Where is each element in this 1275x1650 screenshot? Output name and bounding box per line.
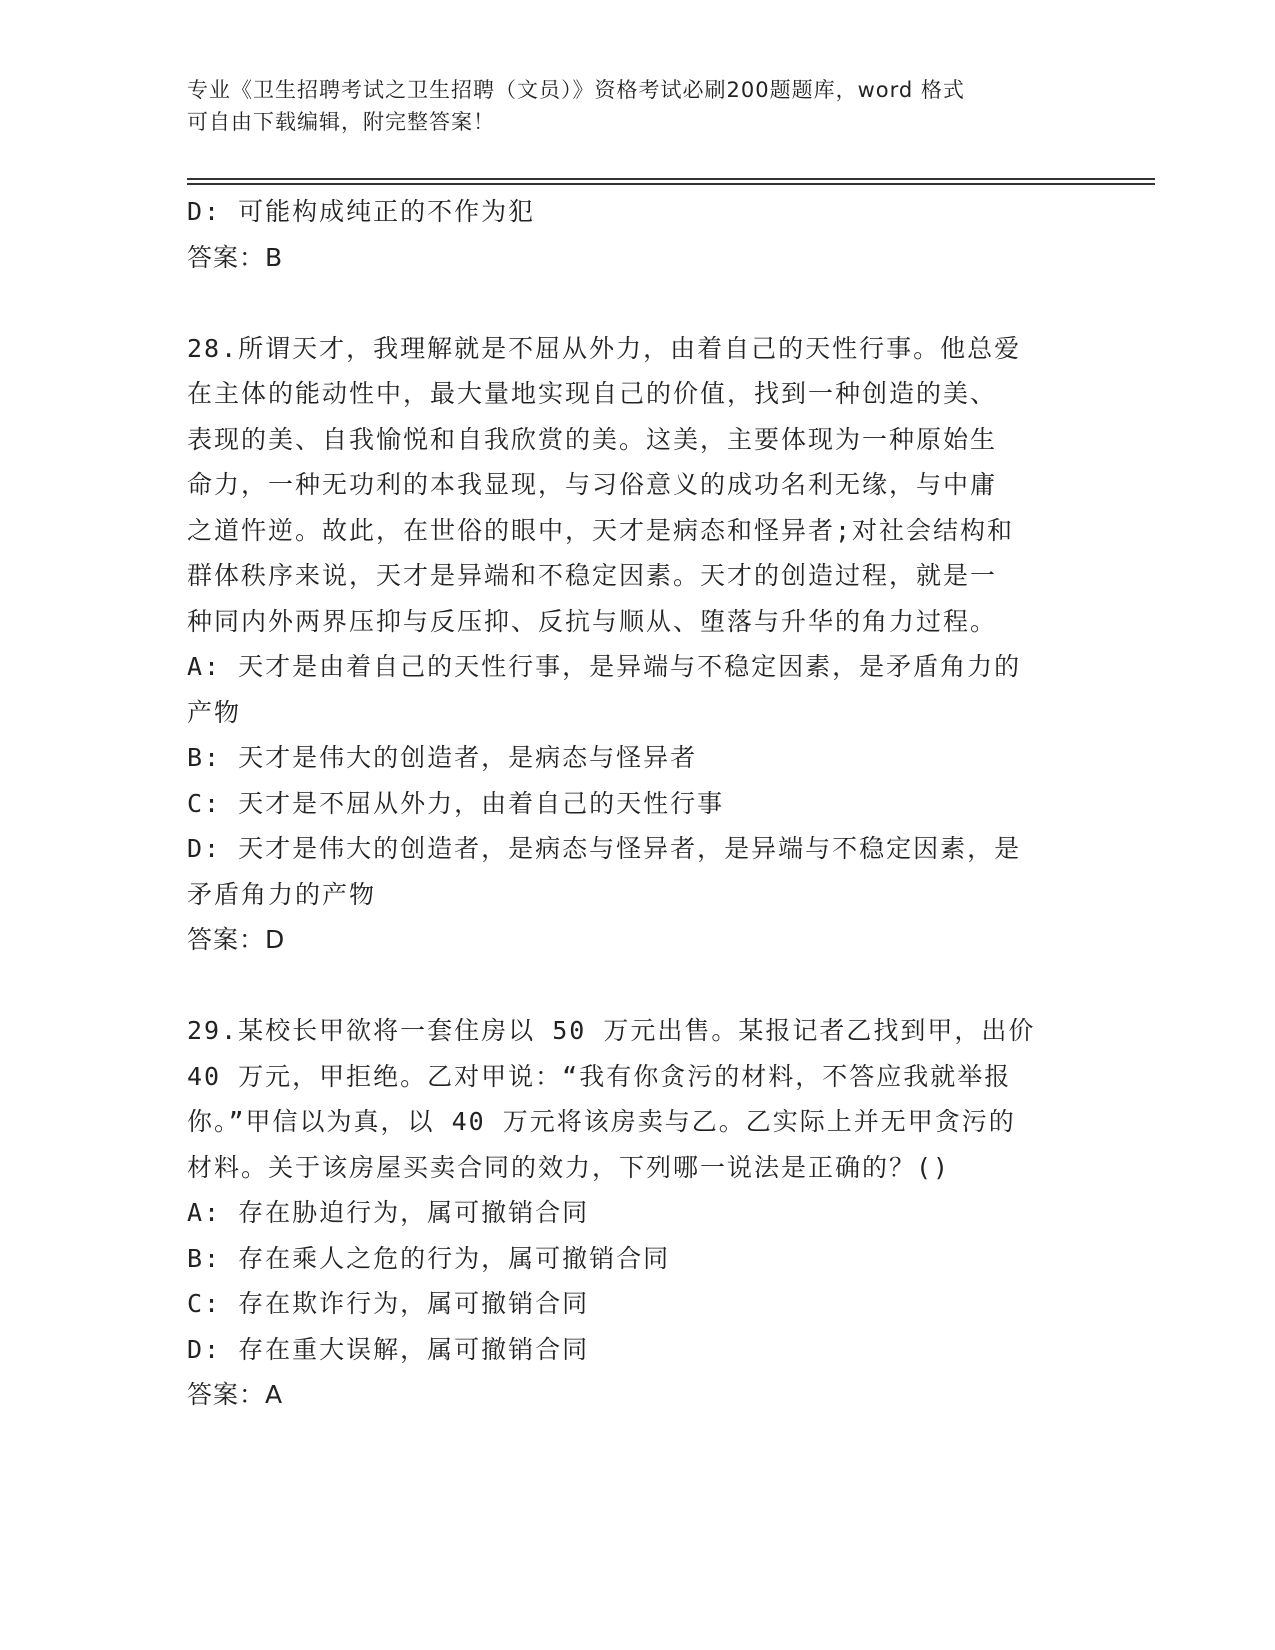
q27-answer: 答案：B [187, 242, 284, 272]
q28-stem-line: 之道忤逆。故此，在世俗的眼中，天才是病态和怪异者;对社会结构和 [187, 515, 1015, 545]
spacer [187, 963, 1067, 1009]
question-27-tail [187, 189, 1067, 280]
spacer [187, 280, 1067, 326]
document-header [187, 74, 1067, 138]
q28-option-a: A: 天才是由着自己的天性行事，是异端与不稳定因素，是矛盾角力的 [187, 652, 1022, 681]
q28-option-a-continued: 产物 [187, 697, 242, 727]
q27-option-d: D: 可能构成纯正的不作为犯 [187, 197, 536, 226]
q29-answer: 答案：A [187, 1380, 284, 1409]
q28-stem-line: 命力，一种无功利的本我显现，与习俗意义的成功名利无缘，与中庸 [187, 470, 998, 499]
header-divider-bottom [187, 183, 1155, 185]
q28-option-b: B: 天才是伟大的创造者，是病态与怪异者 [187, 743, 698, 772]
q28-option-d: D: 天才是伟大的创造者，是病态与怪异者，是异端与不稳定因素，是 [187, 834, 1022, 863]
q28-stem-line: 种同内外两界压抑与反压抑、反抗与顺从、堕落与升华的角力过程。 [187, 606, 998, 636]
q28-answer: 答案：D [187, 925, 286, 954]
header-title-line-2: 可自由下载编辑，附完整答案！ [187, 110, 495, 134]
q29-stem-line: 29.某校长甲欲将一套住房以 50 万元出售。某报记者乙找到甲，出价 [187, 1016, 1036, 1045]
q28-stem-line: 28.所谓天才，我理解就是不屈从外力，由着自己的天性行事。他总爱 [187, 333, 1022, 363]
q28-option-d-continued: 矛盾角力的产物 [187, 879, 377, 909]
q29-stem-line: 你。”甲信以为真，以 40 万元将该房卖与乙。乙实际上并无甲贪污的 [187, 1107, 1016, 1136]
q29-stem-line: 材料。关于该房屋买卖合同的效力，下列哪一说法是正确的？() [187, 1152, 951, 1182]
header-divider-top [187, 178, 1155, 180]
q28-option-c: C: 天才是不屈从外力，由着自己的天性行事 [187, 788, 725, 818]
q28-stem-line: 在主体的能动性中，最大量地实现自己的价值，找到一种创造的美、 [187, 379, 998, 408]
q28-stem-line: 群体秩序来说，天才是异端和不稳定因素。天才的创造过程，就是一 [187, 561, 998, 590]
q29-option-b: B: 存在乘人之危的行为，属可撤销合同 [187, 1243, 671, 1273]
q29-stem-line: 40 万元，甲拒绝。乙对甲说：“我有你贪污的材料，不答应我就举报 [187, 1061, 1012, 1091]
q29-option-a: A: 存在胁迫行为，属可撤销合同 [187, 1198, 590, 1227]
document-body [187, 189, 1067, 1418]
question-28 [187, 326, 1067, 963]
header-title-line-1: 专业《卫生招聘考试之卫生招聘（文员）》资格考试必刷200题题库，word 格式 [187, 78, 965, 102]
q28-stem-line: 表现的美、自我愉悦和自我欣赏的美。这美，主要体现为一种原始生 [187, 424, 998, 454]
q29-option-d: D: 存在重大误解，属可撤销合同 [187, 1334, 590, 1364]
q29-option-c: C: 存在欺诈行为，属可撤销合同 [187, 1289, 590, 1318]
question-29 [187, 1008, 1067, 1418]
